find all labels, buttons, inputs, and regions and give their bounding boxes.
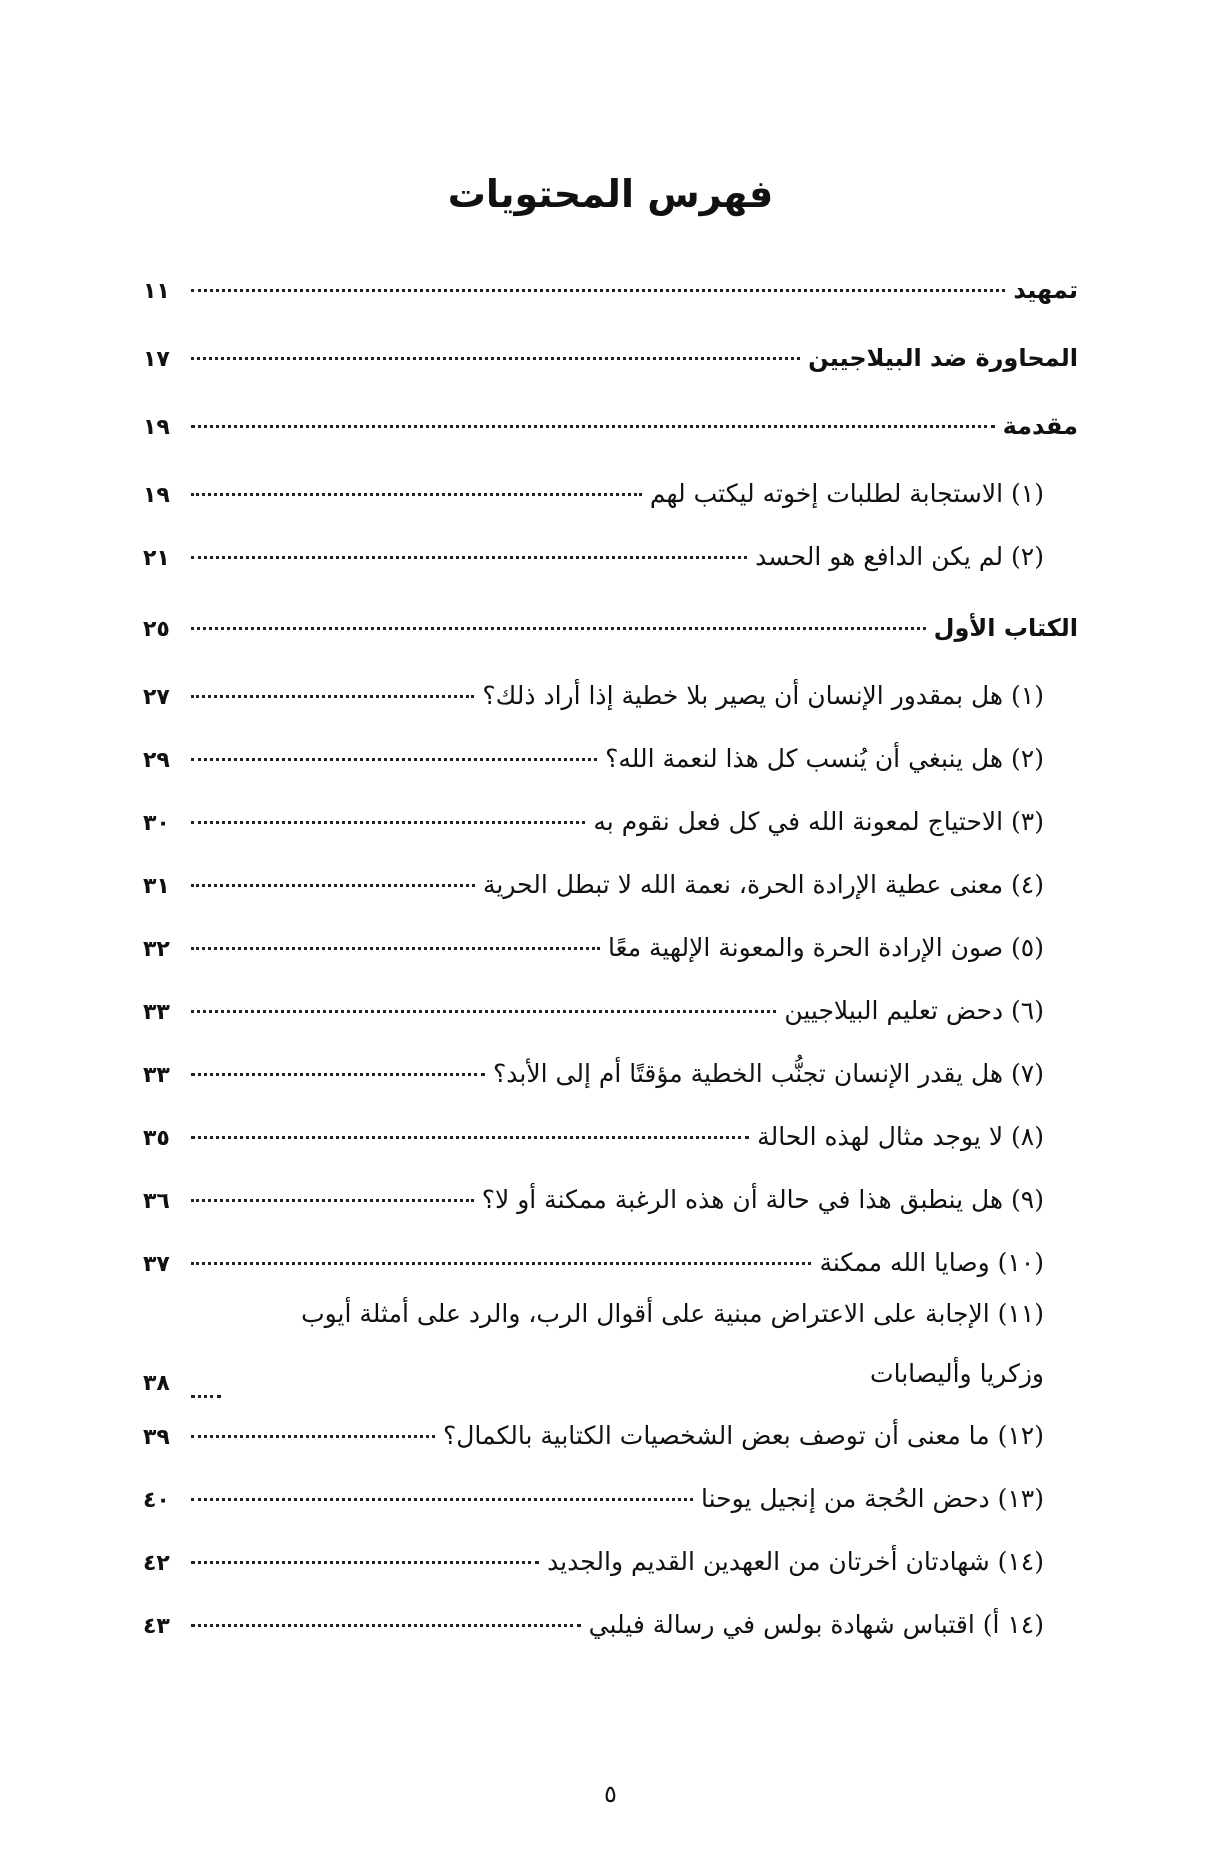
dot-leader: [191, 884, 475, 887]
toc-page-number: ٤٠: [143, 1488, 170, 1513]
toc-page-number: ١٧: [143, 347, 170, 372]
page-number-footer: ٥: [604, 1780, 617, 1808]
toc-entry: [143, 865, 1078, 928]
dot-leader: [191, 1073, 485, 1076]
toc-entry: [143, 1479, 1078, 1542]
toc-entry-label: تمهيد: [1013, 276, 1078, 304]
page-title: فهرس المحتويات: [447, 172, 774, 216]
toc-entry: [143, 676, 1078, 739]
toc-entry-label: (٢) لم يكن الدافع هو الحسد: [755, 542, 1044, 571]
toc-page-number: ٤٣: [143, 1614, 170, 1639]
toc-entry: [143, 1299, 1078, 1416]
toc-entry-label: (١٤ أ) اقتباس شهادة بولس في رسالة فيلبي: [588, 1610, 1044, 1639]
toc-entry: [143, 1542, 1078, 1605]
toc-page-number: ٣٢: [143, 937, 170, 962]
dot-leader: [191, 1561, 539, 1564]
toc-page-number: ٢١: [143, 546, 170, 571]
dot-leader: [191, 425, 995, 428]
dot-leader: [191, 1435, 435, 1438]
dot-leader: [191, 695, 474, 698]
toc-entry-label: (١١) الإجابة على الاعتراض مبنية على أقوال الرب، والرد على أمثلة أيوب وزكريا وأليصابات: [301, 1299, 1044, 1388]
dot-leader: [191, 556, 747, 559]
toc-entry-label: (٥) صون الإرادة الحرة والمعونة الإلهية معًا: [608, 933, 1044, 962]
toc-entry-label: (٢) هل ينبغي أن يُنسب كل هذا لنعمة الله؟: [605, 744, 1044, 773]
dot-leader: [191, 1199, 474, 1202]
toc-entry-label: مقدمة: [1002, 412, 1078, 440]
toc-entry: [143, 1117, 1078, 1180]
toc-entry-label: (٤) معنى عطية الإرادة الحرة، نعمة الله لا تبطل الحرية: [483, 870, 1044, 899]
toc-entry: [143, 1180, 1078, 1243]
toc-entry: [143, 608, 1078, 676]
dot-leader: [191, 493, 642, 496]
toc-entry: [143, 338, 1078, 406]
toc-entry: [143, 1054, 1078, 1117]
dot-leader: [191, 947, 600, 950]
toc-page-number: ٣٣: [143, 1000, 170, 1025]
toc-page-number: ٣١: [143, 874, 170, 899]
toc-page-number: ٣٦: [143, 1189, 170, 1214]
toc-entry: [143, 991, 1078, 1054]
toc-page-number: ٢٩: [143, 748, 170, 773]
dot-leader: [191, 357, 800, 360]
table-of-contents: [143, 270, 1078, 1668]
toc-entry-label: (١٣) دحض الحُجة من إنجيل يوحنا: [701, 1484, 1044, 1513]
toc-entry: [143, 739, 1078, 802]
toc-page-number: ٣٠: [143, 811, 170, 836]
toc-entry: [143, 802, 1078, 865]
toc-page-number: ٣٨: [143, 1371, 170, 1396]
dot-leader: [191, 1262, 811, 1265]
toc-page-number: ٣٧: [143, 1252, 170, 1277]
dot-leader: [191, 1624, 581, 1627]
toc-page-number: ١١: [143, 279, 170, 304]
toc-entry-label: (١) هل بمقدور الإنسان أن يصير بلا خطية إذا أراد ذلك؟: [482, 681, 1044, 710]
toc-entry: [143, 474, 1078, 537]
toc-entry-label: (٧) هل يقدر الإنسان تجنُّب الخطية مؤقتًا أم إلى الأبد؟: [493, 1059, 1044, 1088]
toc-entry-label: (٩) هل ينطبق هذا في حالة أن هذه الرغبة ممكنة أو لا؟: [481, 1185, 1044, 1214]
toc-entry: [143, 928, 1078, 991]
toc-entry-label: (٦) دحض تعليم البيلاجيين: [784, 996, 1044, 1025]
dot-leader: [191, 1010, 776, 1013]
dot-leader: [191, 821, 585, 824]
dot-leader: [191, 758, 597, 761]
toc-entry-label: المحاورة ضد البيلاجيين: [808, 344, 1078, 372]
toc-page-number: ١٩: [143, 483, 170, 508]
toc-entry-label: (١٢) ما معنى أن توصف بعض الشخصيات الكتابية بالكمال؟: [442, 1421, 1044, 1450]
toc-entry-label: (١٠) وصايا الله ممكنة: [819, 1248, 1044, 1277]
toc-entry: [143, 270, 1078, 338]
toc-entry-label: (١٤) شهادتان أخرتان من العهدين القديم والجديد: [547, 1547, 1044, 1576]
toc-page-number: ٣٣: [143, 1063, 170, 1088]
toc-page-number: ٤٢: [143, 1551, 170, 1576]
toc-entry-label: (٣) الاحتياج لمعونة الله في كل فعل نقوم به: [593, 807, 1044, 836]
toc-entry-label: (٨) لا يوجد مثال لهذه الحالة: [757, 1122, 1044, 1151]
toc-entry: [143, 406, 1078, 474]
dot-leader: [191, 289, 1005, 292]
toc-entry-label: الكتاب الأول: [933, 614, 1078, 642]
toc-entry: [143, 1416, 1078, 1479]
toc-entry: [143, 1605, 1078, 1668]
toc-page-number: ٣٩: [143, 1425, 170, 1450]
dot-leader: [191, 627, 926, 630]
dot-leader: [191, 1136, 749, 1139]
toc-page-number: ٣٥: [143, 1126, 170, 1151]
toc-entry-label: (١) الاستجابة لطلبات إخوته ليكتب لهم: [649, 479, 1044, 508]
toc-page-number: ٢٥: [143, 617, 170, 642]
dot-leader: [191, 1395, 221, 1398]
toc-page-number: ١٩: [143, 415, 170, 440]
dot-leader: [191, 1498, 693, 1501]
toc-page-number: ٢٧: [143, 685, 170, 710]
toc-entry: [143, 537, 1078, 600]
